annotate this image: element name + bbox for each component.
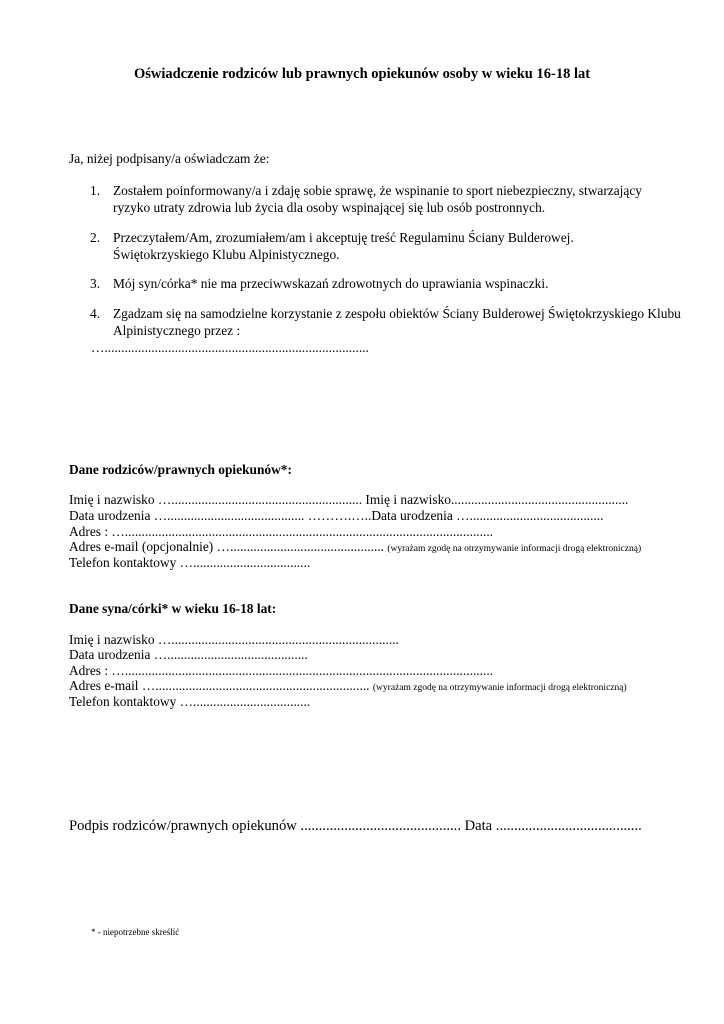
footnote: * - niepotrzebne skreślić [91,927,180,937]
item-text-4: Zgadzam się na samodzielne korzystanie z zespołu obiektów Ściany Bulderowej Świętokrzyskiego Klubu Alpinistycznego przez : [113,306,681,338]
child-heading: Dane syna/córki* w wieku 16-18 lat: [69,601,277,616]
item-text-3: Mój syn/córka* nie ma przeciwwskazań zdrowotnych do uprawiania wspinaczki. [113,276,549,291]
item-text-2: Przeczytałem/Am, zrozumiałem/am i akceptuję treść Regulaminu Ściany Bulderowej. Świętokrzyskiego Klubu Alpinistycznego. [113,230,574,262]
item-number-3: 3. [90,276,101,291]
child-dob-field[interactable]: Data urodzenia ….......................................... [69,647,308,662]
page-title: Oświadczenie rodziców lub prawnych opiekunów osoby w wieku 16-18 lat [133,66,591,82]
parents-dob-field[interactable]: Data urodzenia …......................................... ……….…..Data urodzenia …........................................ [69,508,604,523]
intro-text: Ja, niżej podpisany/a oświadczam że: [69,151,270,166]
child-name-field[interactable]: Imię i nazwisko ….................................................................... [69,632,399,647]
child-phone-field[interactable]: Telefon kontaktowy …................................... [69,694,311,709]
parents-heading: Dane rodziców/prawnych opiekunów*: [69,462,292,477]
item-text-1: Zostałem poinformowany/a i zdaję sobie sprawę, że wspinanie to sport niebezpieczny, stwarzający ryzyko utraty zdrowia lub życia dla osoby wspinającej się lub osób postronnych. [113,183,642,215]
parents-email-consent-note: (wyrażam zgodę na otrzymywanie informacji drogą elektroniczną) [387,544,642,554]
parents-address-field[interactable]: Adres : ….............................................................................................................. [69,524,494,539]
item-4-fill-line[interactable]: …............................................................................... [91,340,369,355]
item-number-2: 2. [90,230,101,245]
parents-email-label: Adres e-mail (opcjonalnie) ….............................................. [69,539,384,554]
item-number-4: 4. [90,306,101,321]
signature-line[interactable]: Podpis rodziców/prawnych opiekunów ............................................ Data ........................................ [69,818,642,834]
child-email-consent-note: (wyrażam zgodę na otrzymywanie informacji drogą elektroniczną) [372,683,627,693]
item-number-1: 1. [90,183,101,198]
parents-name-field[interactable]: Imię i nazwisko …......................................................... Imię i nazwisko..................................................... [69,492,629,507]
parents-phone-field[interactable]: Telefon kontaktowy …................................... [69,555,311,570]
child-address-field[interactable]: Adres : ….............................................................................................................. [69,663,494,678]
child-email-label: Adres e-mail …................................................................ [69,678,370,693]
